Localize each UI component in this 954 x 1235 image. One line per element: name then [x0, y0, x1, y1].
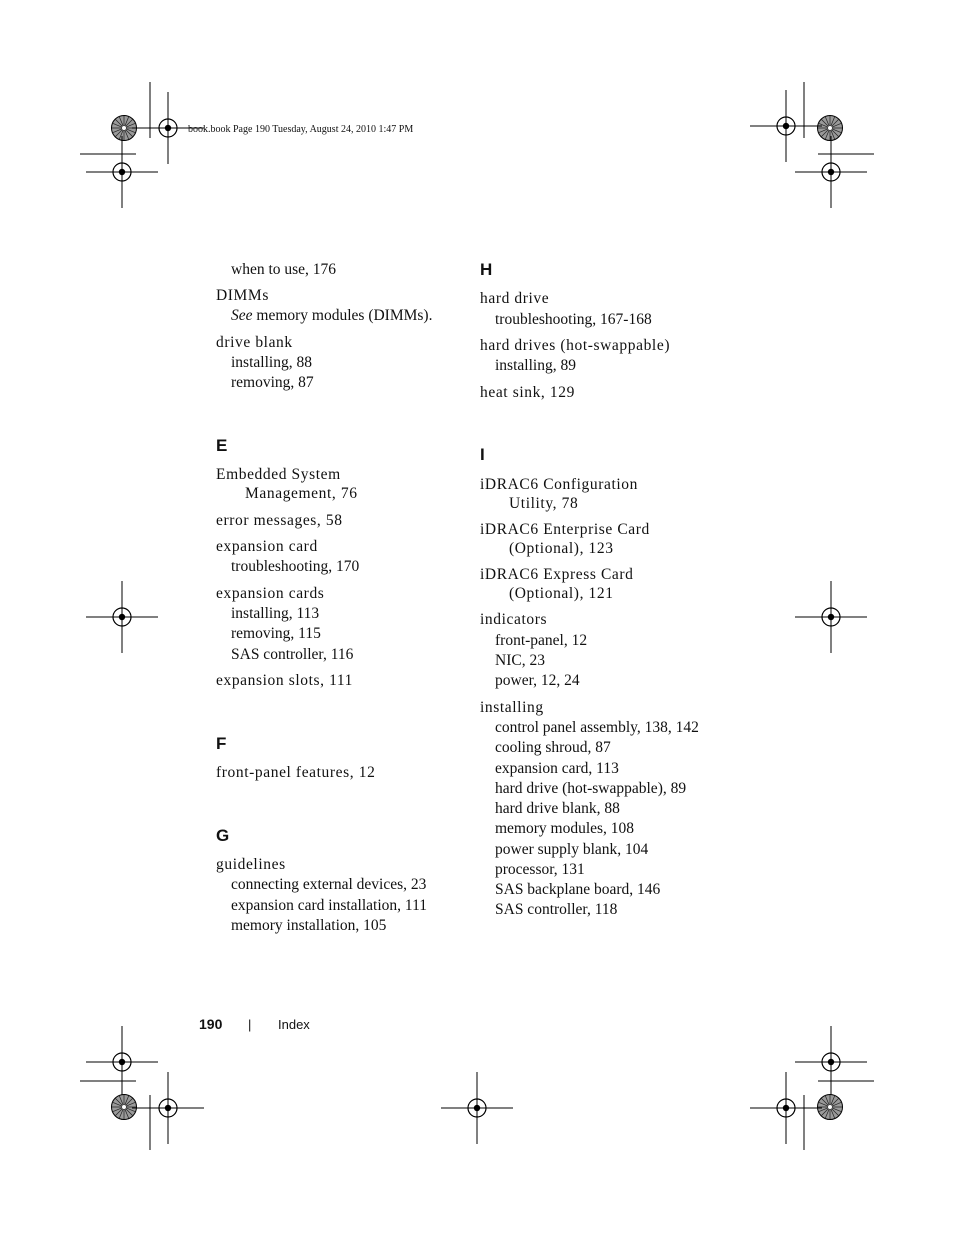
index-cross-reference: [231, 308, 432, 324]
print-slug: book.book Page 190 Tuesday, August 24, 2010 1:47 PM: [188, 124, 414, 135]
registration-crosshair-icon: [795, 581, 867, 653]
index-entry: drive blank: [216, 334, 293, 351]
index-entry: installing: [480, 699, 544, 716]
registration-crosshair-icon: [750, 1072, 822, 1144]
section-letter-heading: E: [216, 436, 228, 455]
index-subentry: installing, 89: [495, 357, 576, 374]
index-subentry: troubleshooting, 170: [231, 558, 360, 575]
index-subentry: power, 12, 24: [495, 672, 580, 689]
registration-starburst-icon: [818, 1095, 843, 1120]
index-entry: expansion slots, 111: [216, 672, 353, 689]
index-entry-continuation: Utility, 78: [509, 495, 579, 512]
registration-starburst-icon: [112, 1095, 137, 1120]
index-subentry: removing, 87: [231, 374, 314, 391]
registration-crosshair-icon: [795, 136, 867, 208]
registration-starburst-icon: [818, 116, 843, 141]
index-entry: front-panel features, 12: [216, 764, 376, 781]
index-entry: expansion card: [216, 538, 318, 555]
index-entry: iDRAC6 Configuration: [480, 476, 638, 493]
section-letter-heading: F: [216, 734, 227, 753]
index-subentry: installing, 113: [231, 605, 320, 622]
index-subentry: front-panel, 12: [495, 632, 588, 649]
registration-crosshair-icon: [86, 581, 158, 653]
registration-crosshair-icon: [750, 90, 822, 162]
index-subentry: hard drive (hot-swappable), 89: [495, 780, 687, 797]
registration-crosshair-icon: [132, 1072, 204, 1144]
index-subentry: installing, 88: [231, 354, 312, 371]
registration-crosshair-icon: [441, 1072, 513, 1144]
index-entry: DIMMs: [216, 287, 269, 304]
section-letter-heading: H: [480, 260, 493, 279]
index-subentry: expansion card installation, 111: [231, 897, 427, 914]
index-subentry: removing, 115: [231, 625, 321, 642]
index-entry: heat sink, 129: [480, 384, 575, 401]
section-letter-heading: G: [216, 826, 230, 845]
index-subentry: SAS backplane board, 146: [495, 881, 661, 898]
index-entry: iDRAC6 Express Card: [480, 566, 634, 583]
registration-crosshair-icon: [795, 1026, 867, 1098]
index-subentry: connecting external devices, 23: [231, 876, 427, 893]
index-subentry: cooling shroud, 87: [495, 739, 611, 756]
index-entry-continuation: (Optional), 121: [509, 585, 614, 602]
footer-section-label: Index: [278, 1017, 310, 1032]
index-subentry: expansion card, 113: [495, 760, 619, 777]
index-subentry: SAS controller, 118: [495, 901, 618, 918]
index-subentry: SAS controller, 116: [231, 646, 354, 663]
index-entry-continuation: (Optional), 123: [509, 540, 614, 557]
footer-separator: |: [248, 1017, 252, 1032]
index-entry: guidelines: [216, 856, 286, 873]
index-subentry: troubleshooting, 167-168: [495, 311, 652, 328]
index-entry-continuation: Management, 76: [245, 485, 358, 502]
registration-crosshair-icon: [86, 136, 158, 208]
index-entry: Embedded System: [216, 466, 341, 483]
index-entry: iDRAC6 Enterprise Card: [480, 521, 650, 538]
section-letter-heading: I: [480, 445, 485, 464]
index-entry: expansion cards: [216, 585, 325, 602]
index-entry: hard drive: [480, 290, 550, 307]
see-label: See: [231, 307, 253, 324]
index-subentry: NIC, 23: [495, 652, 545, 669]
registration-crosshair-icon: [86, 1026, 158, 1098]
index-subentry: hard drive blank, 88: [495, 800, 620, 817]
index-subentry: processor, 131: [495, 861, 585, 878]
index-entry: hard drives (hot-swappable): [480, 337, 671, 354]
index-entry: error messages, 58: [216, 512, 343, 529]
index-subentry: when to use, 176: [231, 261, 337, 278]
index-entry: indicators: [480, 611, 548, 628]
index-subentry: control panel assembly, 138, 142: [495, 719, 699, 736]
index-subentry: memory installation, 105: [231, 917, 387, 934]
page-number: 190: [199, 1016, 223, 1032]
cross-reference-target: memory modules (DIMMs).: [252, 307, 433, 324]
index-subentry: power supply blank, 104: [495, 841, 649, 858]
index-subentry: memory modules, 108: [495, 820, 635, 837]
